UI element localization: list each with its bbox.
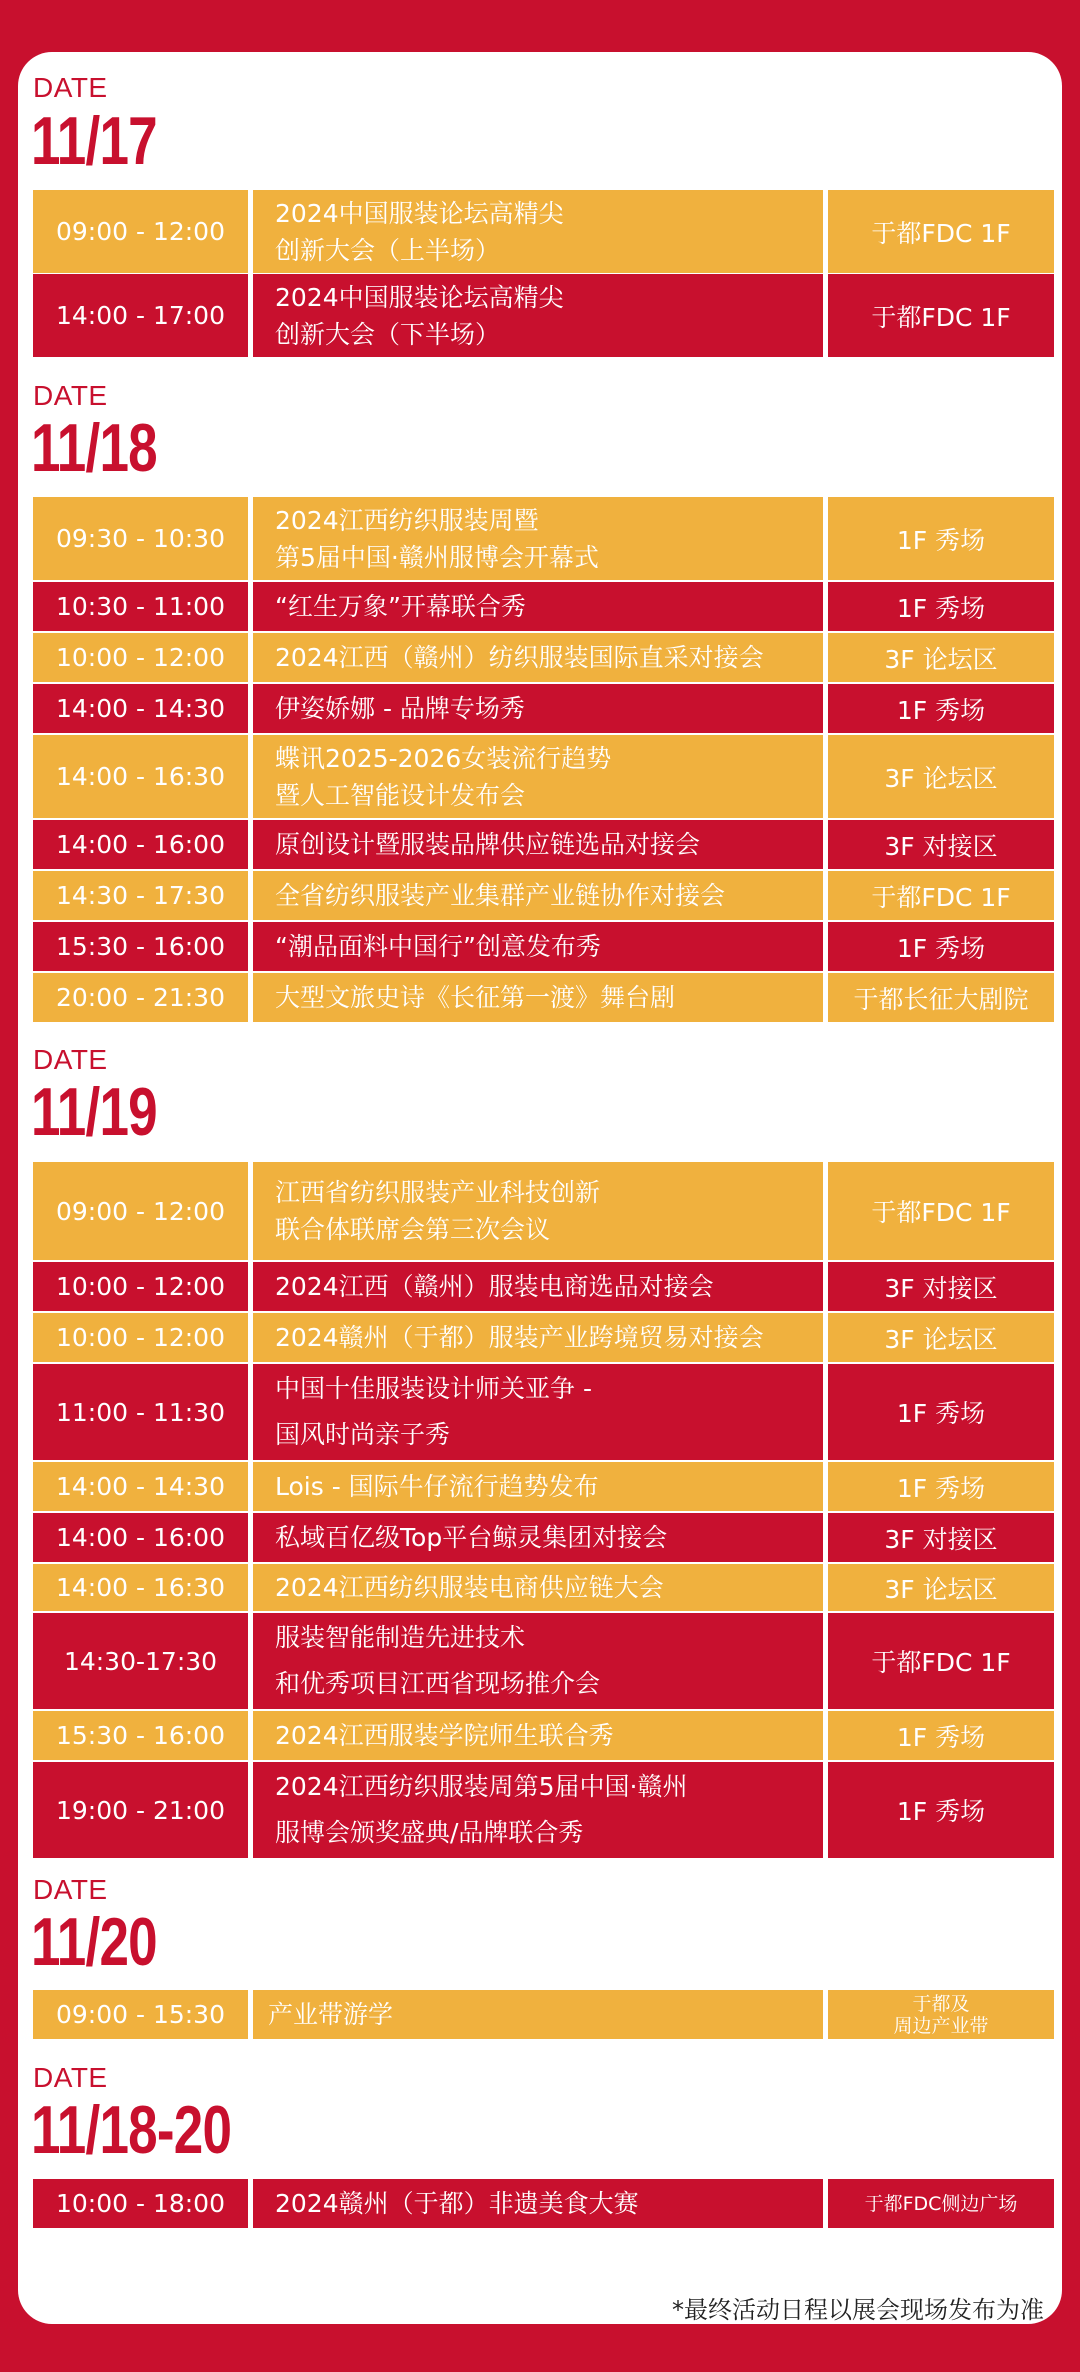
event-cell <box>253 1262 823 1311</box>
time-cell: 10:00 - 12:00 <box>33 1313 248 1362</box>
location-cell: 于都FDC 1F <box>828 871 1054 920</box>
schedule-row <box>33 922 1054 971</box>
location-cell: 3F 对接区 <box>828 1262 1054 1311</box>
time-cell: 15:30 - 16:00 <box>33 922 248 971</box>
event-line: 私域百亿级Top平台鲸灵集团对接会 <box>275 1523 668 1552</box>
location-cell: 于都FDC侧边广场 <box>828 2179 1054 2228</box>
location-cell: 3F 论坛区 <box>828 1564 1054 1611</box>
event-line: 2024江西纺织服装电商供应链大会 <box>275 1573 664 1602</box>
event-line: Lois - 国际牛仔流行趋势发布 <box>275 1472 599 1501</box>
time-cell: 09:30 - 10:30 <box>33 497 248 580</box>
event-cell <box>253 1162 823 1260</box>
date-label: DATE <box>33 380 108 411</box>
location-cell: 于都FDC 1F <box>828 1162 1054 1260</box>
footnote: *最终活动日程以展会现场发布为准 <box>672 2296 1044 2324</box>
event-cell <box>253 1313 823 1362</box>
time-cell: 14:30 - 17:30 <box>33 871 248 920</box>
location-cell: 于都长征大剧院 <box>828 973 1054 1022</box>
event-cell <box>253 735 823 818</box>
time-cell: 14:00 - 16:00 <box>33 820 248 869</box>
event-line: 2024赣州（于都）非遗美食大赛 <box>275 2189 639 2218</box>
schedule-row <box>33 1513 1054 1562</box>
date-heading: 11/18-20 <box>31 2092 232 2168</box>
schedule-row <box>33 735 1054 818</box>
schedule-row <box>33 1462 1054 1511</box>
event-line: 2024江西服装学院师生联合秀 <box>275 1721 614 1750</box>
event-line: 创新大会（上半场） <box>275 235 501 265</box>
event-line: “红生万象”开幕联合秀 <box>275 592 526 621</box>
time-cell: 14:00 - 16:30 <box>33 1564 248 1611</box>
event-cell <box>253 1462 823 1511</box>
event-line: 2024中国服装论坛高精尖 <box>275 198 564 228</box>
event-cell <box>253 274 823 357</box>
location-cell: 3F 论坛区 <box>828 735 1054 818</box>
time-cell: 14:00 - 16:30 <box>33 735 248 818</box>
location-cell: 3F 对接区 <box>828 820 1054 869</box>
schedule-row <box>33 190 1054 273</box>
event-line: “潮品面料中国行”创意发布秀 <box>275 932 601 961</box>
event-cell <box>253 1990 823 2039</box>
location-cell: 1F 秀场 <box>828 1762 1054 1858</box>
schedule-row <box>33 2179 1054 2228</box>
event-line: 产业带游学 <box>268 2000 394 2029</box>
schedule-row <box>33 1990 1054 2039</box>
location-cell: 于都FDC 1F <box>828 1613 1054 1709</box>
event-line: 暨人工智能设计发布会 <box>275 780 526 810</box>
date-heading: 11/18 <box>31 410 157 486</box>
location-cell: 1F 秀场 <box>828 922 1054 971</box>
schedule-row <box>33 871 1054 920</box>
event-line: 伊姿娇娜 - 品牌专场秀 <box>275 694 525 723</box>
location-text: 于都及 周边产业带 <box>893 1992 989 2037</box>
time-cell: 10:00 - 12:00 <box>33 1262 248 1311</box>
time-cell: 09:00 - 12:00 <box>33 1162 248 1260</box>
time-cell: 20:00 - 21:30 <box>33 973 248 1022</box>
schedule-row <box>33 684 1054 733</box>
event-line: 江西省纺织服装产业科技创新 <box>275 1178 601 1207</box>
schedule-row <box>33 1711 1054 1760</box>
event-cell <box>253 1513 823 1562</box>
event-line: 蝶讯2025-2026女装流行趋势 <box>275 743 612 773</box>
event-line: 服装智能制造先进技术 <box>275 1623 526 1652</box>
event-cell <box>253 497 823 580</box>
event-line: 服博会颁奖盛典/品牌联合秀 <box>275 1818 584 1847</box>
time-cell: 19:00 - 21:00 <box>33 1762 248 1858</box>
location-cell: 于都FDC 1F <box>828 190 1054 273</box>
schedule-row <box>33 1162 1054 1260</box>
event-line: 创新大会（下半场） <box>275 319 501 349</box>
location-cell <box>828 1990 1054 2039</box>
date-label: DATE <box>33 72 108 103</box>
date-label: DATE <box>33 1874 108 1905</box>
schedule-row <box>33 1564 1054 1611</box>
time-cell: 10:00 - 18:00 <box>33 2179 248 2228</box>
event-line: 第5届中国·赣州服博会开幕式 <box>275 542 599 572</box>
location-cell: 3F 论坛区 <box>828 633 1054 682</box>
event-cell <box>253 973 823 1022</box>
date-heading: 11/17 <box>31 103 157 179</box>
event-cell <box>253 2179 823 2228</box>
event-cell <box>253 1613 823 1709</box>
event-cell <box>253 871 823 920</box>
location-cell: 3F 论坛区 <box>828 1313 1054 1362</box>
event-line: 2024江西（赣州）纺织服装国际直采对接会 <box>275 643 764 672</box>
time-cell: 14:00 - 16:00 <box>33 1513 248 1562</box>
time-cell: 09:00 - 15:30 <box>33 1990 248 2039</box>
time-cell: 15:30 - 16:00 <box>33 1711 248 1760</box>
event-line: 2024赣州（于都）服装产业跨境贸易对接会 <box>275 1323 764 1352</box>
event-cell <box>253 1711 823 1760</box>
time-cell: 09:00 - 12:00 <box>33 190 248 273</box>
event-line: 大型文旅史诗《长征第一渡》舞台剧 <box>275 983 676 1012</box>
schedule-row <box>33 497 1054 580</box>
schedule-card <box>18 52 1062 2324</box>
event-cell <box>253 582 823 631</box>
event-line: 2024中国服装论坛高精尖 <box>275 282 564 312</box>
location-cell: 1F 秀场 <box>828 684 1054 733</box>
schedule-row <box>33 1613 1054 1709</box>
event-cell <box>253 820 823 869</box>
date-heading: 11/19 <box>31 1074 157 1150</box>
event-line: 2024江西（赣州）服装电商选品对接会 <box>275 1272 714 1301</box>
time-cell: 10:00 - 12:00 <box>33 633 248 682</box>
event-cell <box>253 684 823 733</box>
schedule-row <box>33 1262 1054 1311</box>
schedule-row <box>33 820 1054 869</box>
location-cell: 于都FDC 1F <box>828 274 1054 357</box>
schedule-row <box>33 1762 1054 1858</box>
time-cell: 11:00 - 11:30 <box>33 1364 248 1460</box>
event-line: 原创设计暨服装品牌供应链选品对接会 <box>275 830 701 859</box>
schedule-row <box>33 582 1054 631</box>
event-line: 中国十佳服装设计师关亚争 - <box>275 1374 592 1403</box>
event-line: 联合体联席会第三次会议 <box>275 1215 551 1244</box>
location-cell: 1F 秀场 <box>828 1462 1054 1511</box>
date-heading: 11/20 <box>31 1904 157 1980</box>
event-line: 2024江西纺织服装周暨 <box>275 505 539 535</box>
event-cell <box>253 1762 823 1858</box>
event-cell <box>253 633 823 682</box>
location-cell: 3F 对接区 <box>828 1513 1054 1562</box>
schedule-row <box>33 973 1054 1022</box>
location-cell: 1F 秀场 <box>828 1364 1054 1460</box>
time-cell: 14:00 - 14:30 <box>33 1462 248 1511</box>
event-line: 2024江西纺织服装周第5届中国·赣州 <box>275 1772 688 1801</box>
schedule-row <box>33 633 1054 682</box>
event-cell <box>253 922 823 971</box>
time-cell: 14:00 - 14:30 <box>33 684 248 733</box>
schedule-row <box>33 1364 1054 1460</box>
time-cell: 14:00 - 17:00 <box>33 274 248 357</box>
event-cell <box>253 190 823 273</box>
date-label: DATE <box>33 1044 108 1075</box>
location-cell: 1F 秀场 <box>828 1711 1054 1760</box>
location-cell: 1F 秀场 <box>828 497 1054 580</box>
schedule-row <box>33 274 1054 357</box>
time-cell: 14:30-17:30 <box>33 1613 248 1709</box>
time-cell: 10:30 - 11:00 <box>33 582 248 631</box>
event-cell <box>253 1364 823 1460</box>
event-line: 全省纺织服装产业集群产业链协作对接会 <box>275 881 726 910</box>
event-line: 国风时尚亲子秀 <box>275 1420 451 1449</box>
location-cell: 1F 秀场 <box>828 582 1054 631</box>
schedule-row <box>33 1313 1054 1362</box>
date-label: DATE <box>33 2062 108 2093</box>
event-cell <box>253 1564 823 1611</box>
event-line: 和优秀项目江西省现场推介会 <box>275 1669 601 1698</box>
